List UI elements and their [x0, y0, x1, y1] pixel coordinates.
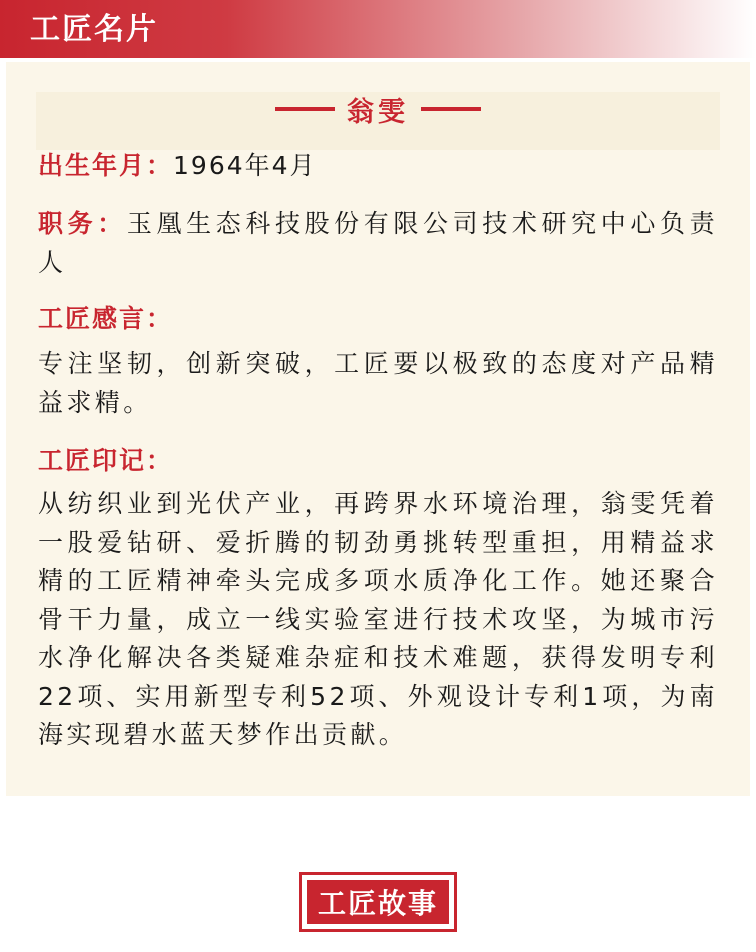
position-label: 职务：	[38, 209, 127, 238]
birth-value: 1964年4月	[173, 151, 317, 180]
left-divider	[275, 107, 335, 111]
story-button[interactable]	[299, 872, 457, 932]
header-bar	[0, 0, 756, 58]
motto-label-row	[38, 299, 722, 339]
mark-label: 工匠印记：	[38, 446, 174, 475]
story-button-label[interactable]: 工匠故事	[307, 880, 449, 924]
position-value: 玉凰生态科技股份有限公司技术研究中心负责人	[38, 209, 718, 277]
person-name: 翁雯	[347, 96, 409, 128]
mark-text: 从纺织业到光伏产业，再跨界水环境治理，翁雯凭着一股爱钻研、爱折腾的韧劲勇挑转型重担，用精益求精的工匠精神牵头完成多项水质净化工作。她还聚合骨干力量，成立一线实验室进行技术攻坚，为城市污水净化解决各类疑难杂症和技术难题，获得发明专利22项、实用新型专利52项、外观设计专利1项，为南海实现碧水蓝天梦作出贡献。	[38, 489, 718, 749]
position-row	[38, 205, 718, 282]
name-heading	[36, 88, 720, 130]
section-title: 工匠名片	[30, 12, 158, 47]
motto-text: 专注坚韧，创新突破，工匠要以极致的态度对产品精益求精。	[38, 349, 718, 417]
motto-label: 工匠感言：	[38, 304, 174, 333]
right-divider	[421, 107, 481, 111]
birth-label: 出生年月：	[38, 151, 174, 180]
birth-row	[38, 146, 722, 186]
mark-label-row	[38, 441, 722, 481]
